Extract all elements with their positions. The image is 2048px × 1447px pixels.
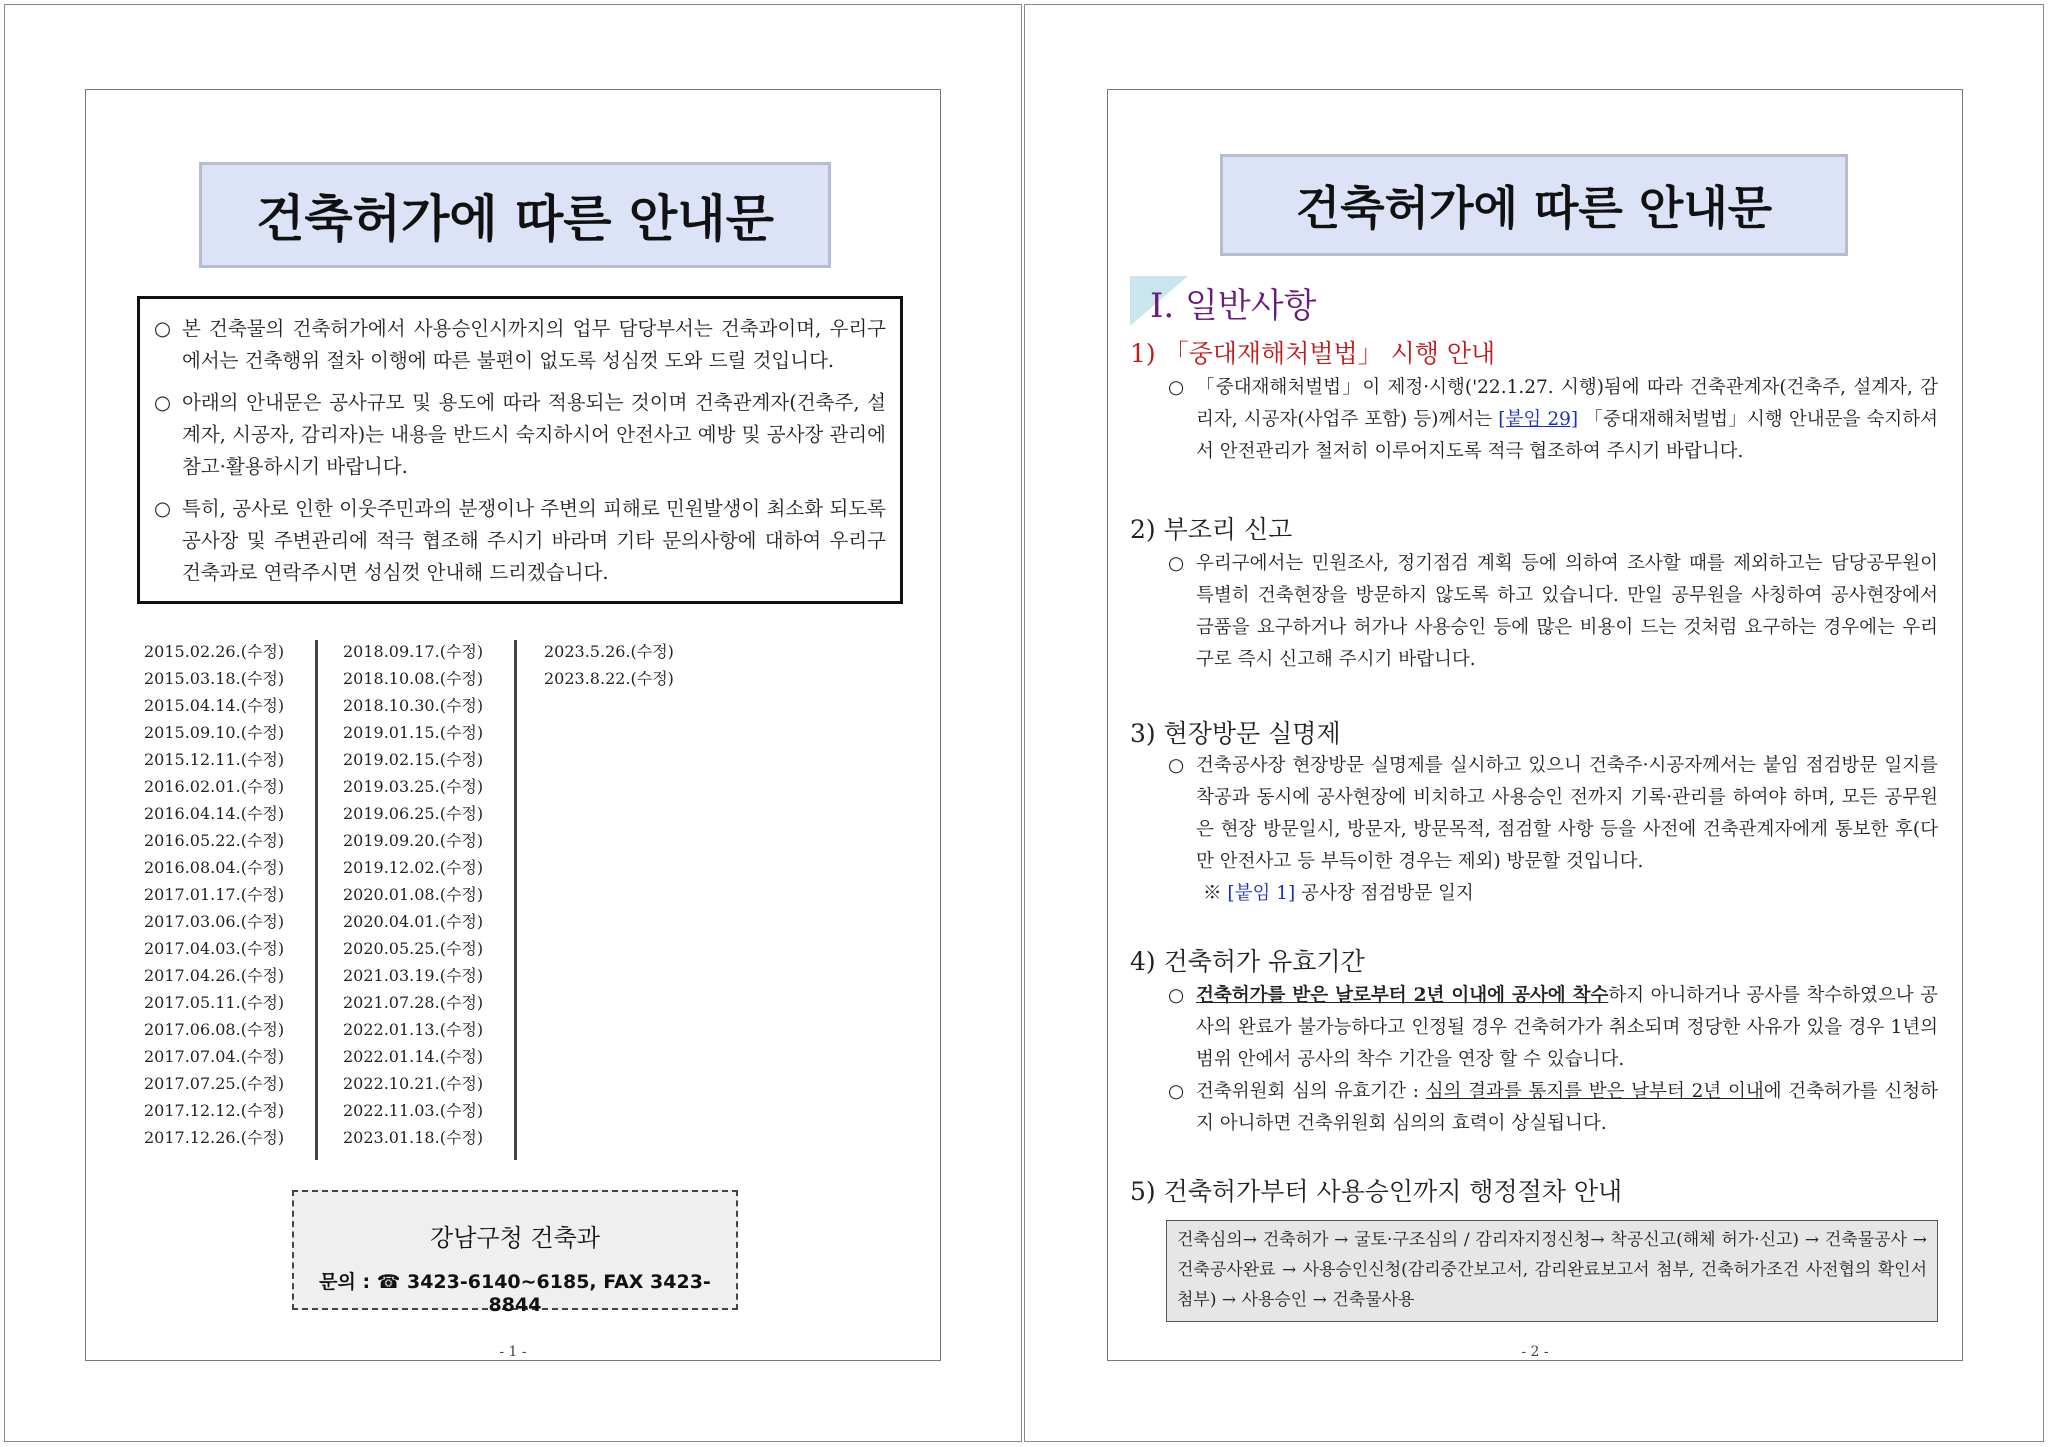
revision-date: 2017.12.26.(수정): [144, 1128, 285, 1147]
revision-date: 2019.01.15.(수정): [343, 723, 484, 742]
attachment-1-link[interactable]: [붙임 1]: [1227, 883, 1296, 904]
revision-date: 2019.12.02.(수정): [343, 858, 484, 877]
page-1-frame: [85, 89, 941, 1361]
revision-date: 2017.12.12.(수정): [144, 1101, 285, 1120]
revision-date: 2018.09.17.(수정): [343, 642, 484, 661]
notice-item: [154, 493, 886, 589]
revision-list-2: [343, 638, 483, 1151]
page-number: - 1 -: [499, 1344, 527, 1360]
column-divider: [315, 640, 318, 1160]
revision-date: 2023.8.22.(수정): [544, 669, 674, 688]
paragraph-site-visit: ○ 건축공사장 현장방문 실명제를 실시하고 있으니 건축주·시공자께서는 붙임 점검방문 일지를 착공과 동시에 공사현장에 비치하고 사용승인 전까지 기록·관리를 하여야 하며, 모든 공무원은 현장 방문일시, 방문자, 방문목적, 점검할 사항 등을 사전에 건축관계자에게 통보한 후(다만 안전사고 등 부득이한 경우는 제외) 방문할 것입니다.: [1168, 750, 1938, 878]
revision-date: 2015.04.14.(수정): [144, 696, 285, 715]
revision-date: 2021.07.28.(수정): [343, 993, 484, 1012]
paragraph-serious-accident-act: ○ 「중대재해처벌법」이 제정·시행('22.1.27. 시행)됨에 따라 건축관계자(건축주, 설계자, 감리자, 시공자(사업주 포함) 등)께서는 [붙임 29] 「중대재해처벌법」시행 안내문을 숙지하셔서 안전관리가 철저히 이루어지도록 적극 협조하여 주시기 바랍니다.: [1168, 372, 1938, 468]
revision-date: 2017.07.04.(수정): [144, 1047, 285, 1066]
revision-date: 2017.06.08.(수정): [144, 1020, 285, 1039]
revision-date: 2017.04.26.(수정): [144, 966, 285, 985]
revision-date: 2022.01.14.(수정): [343, 1047, 484, 1066]
notice-item: [154, 387, 886, 483]
paragraph-review-validity: ○ 건축위원회 심의 유효기간 : 심의 결과를 통지를 받은 날부터 2년 이내에 건축허가를 신청하지 아니하면 건축위원회 심의의 효력이 상실됩니다.: [1168, 1076, 1938, 1140]
bullet-icon: ○: [1168, 553, 1185, 574]
revision-date: 2021.03.19.(수정): [343, 966, 484, 985]
page-number: - 2 -: [1521, 1344, 1549, 1360]
heading-corruption-report: 2) 부조리 신고: [1130, 515, 1293, 544]
revision-date: 2016.02.01.(수정): [144, 777, 285, 796]
heading-site-visit: 3) 현장방문 실명제: [1130, 719, 1341, 748]
section-title: Ⅰ. 일반사항: [1150, 286, 1317, 326]
bullet-icon: ○: [1168, 1081, 1185, 1102]
revision-date: 2023.5.26.(수정): [544, 642, 674, 661]
process-box: 건축심의→ 건축허가 → 굴토·구조심의 / 감리자지정신청→ 착공신고(해체 허가·신고) → 건축물공사 → 건축공사완료 → 사용승인신청(감리중간보고서, 감리완료보고서 첨부, 건축허가조건 사전협의 확인서 첨부) → 사용승인 → 건축물사용: [1166, 1220, 1938, 1322]
attachment-29-link[interactable]: [붙임 29]: [1498, 409, 1579, 430]
revision-date: 2015.12.11.(수정): [144, 750, 285, 769]
bullet-icon: ○: [154, 391, 172, 414]
revision-date: 2023.01.18.(수정): [343, 1128, 484, 1147]
notice-item: [154, 313, 886, 377]
revision-date: 2020.04.01.(수정): [343, 912, 484, 931]
bullet-icon: ○: [1168, 755, 1185, 776]
contact-box: [292, 1190, 738, 1316]
revision-date: 2019.06.25.(수정): [343, 804, 484, 823]
revision-date: 2022.01.13.(수정): [343, 1020, 484, 1039]
revision-date: 2020.05.25.(수정): [343, 939, 484, 958]
revision-date: 2017.01.17.(수정): [144, 885, 285, 904]
page-1: [4, 4, 1022, 1442]
bullet-icon: ○: [154, 497, 172, 520]
notice-text-2: 아래의 안내문은 공사규모 및 용도에 따라 적용되는 것이며 건축관계자(건축주, 설계자, 시공자, 감리자)는 내용을 반드시 숙지하시어 안전사고 예방 및 공사장 관리에 참고·활용하시기 바랍니다.: [182, 391, 886, 478]
revision-date: 2015.09.10.(수정): [144, 723, 285, 742]
contact-info: 문의 : ☎ 3423-6140∼6185, FAX 3423-8844: [319, 1271, 711, 1316]
page-2-frame: [1107, 89, 1963, 1361]
notice-box: [137, 296, 903, 604]
revision-date: 2022.11.03.(수정): [343, 1101, 484, 1120]
revision-date: 2015.02.26.(수정): [144, 642, 285, 661]
notice-text-1: 본 건축물의 건축허가에서 사용승인시까지의 업무 담당부서는 건축과이며, 우리구에서는 건축행위 절차 이행에 따른 불편이 없도록 성심껏 도와 드릴 것입니다.: [182, 317, 886, 372]
bullet-icon: ○: [154, 317, 172, 340]
page-1-title: 건축허가에 따른 안내문: [199, 162, 831, 268]
bullet-icon: ○: [1168, 985, 1185, 1006]
heading-admin-procedure: 5) 건축허가부터 사용승인까지 행정절차 안내: [1130, 1177, 1623, 1206]
revision-date: 2017.04.03.(수정): [144, 939, 285, 958]
contact-department: 강남구청 건축과: [430, 1224, 600, 1252]
revision-date: 2017.07.25.(수정): [144, 1074, 285, 1093]
revision-date: 2019.09.20.(수정): [343, 831, 484, 850]
revision-date: 2019.02.15.(수정): [343, 750, 484, 769]
section-heading: [1130, 276, 1460, 326]
revision-date: 2017.03.06.(수정): [144, 912, 285, 931]
revision-date: 2019.03.25.(수정): [343, 777, 484, 796]
paragraph-permit-validity: ○ 건축허가를 받은 날로부터 2년 이내에 공사에 착수하지 아니하거나 공사를 착수하였으나 공사의 완료가 불가능하다고 인정될 경우 건축허가가 취소되며 정당한 사유가 있을 경우 1년의 범위 안에서 공사의 착수 기간을 연장 할 수 있습니다.: [1168, 980, 1938, 1076]
revision-list-1: [144, 638, 284, 1151]
paragraph-corruption-report: ○ 우리구에서는 민원조사, 정기점검 계획 등에 의하여 조사할 때를 제외하고는 담당공무원이 특별히 건축현장을 방문하지 않도록 하고 있습니다. 만일 공무원을 사칭하여 공사현장에서 금품을 요구하거나 허가나 사용승인 등에 많은 비용이 드는 것처럼 요구하는 경우에는 우리구로 즉시 신고해 주시기 바랍니다.: [1168, 548, 1938, 676]
heading-permit-validity: 4) 건축허가 유효기간: [1130, 947, 1365, 976]
revision-date: 2020.01.08.(수정): [343, 885, 484, 904]
note-mark: ※: [1203, 883, 1222, 904]
revision-date: 2016.05.22.(수정): [144, 831, 285, 850]
page-2-title: 건축허가에 따른 안내문: [1220, 154, 1848, 256]
page-2: [1024, 4, 2044, 1442]
revision-date: 2017.05.11.(수정): [144, 993, 285, 1012]
revision-list-3: [544, 638, 674, 692]
revision-date: 2022.10.21.(수정): [343, 1074, 484, 1093]
revision-date: 2018.10.30.(수정): [343, 696, 484, 715]
revision-date: 2018.10.08.(수정): [343, 669, 484, 688]
revision-date: 2016.08.04.(수정): [144, 858, 285, 877]
site-visit-note: ※ [붙임 1] 공사장 점검방문 일지: [1203, 883, 1474, 904]
column-divider: [514, 640, 517, 1160]
revision-date: 2016.04.14.(수정): [144, 804, 285, 823]
bullet-icon: ○: [1168, 377, 1185, 398]
heading-serious-accident-act: 1) 「중대재해처벌법」 시행 안내: [1130, 339, 1496, 368]
revision-date: 2015.03.18.(수정): [144, 669, 285, 688]
notice-text-3: 특히, 공사로 인한 이웃주민과의 분쟁이나 주변의 피해로 민원발생이 최소화 되도록 공사장 및 주변관리에 적극 협조해 주시기 바라며 기타 문의사항에 대하여 우리구 건축과로 연락주시면 성심껏 안내해 드리겠습니다.: [182, 497, 886, 584]
